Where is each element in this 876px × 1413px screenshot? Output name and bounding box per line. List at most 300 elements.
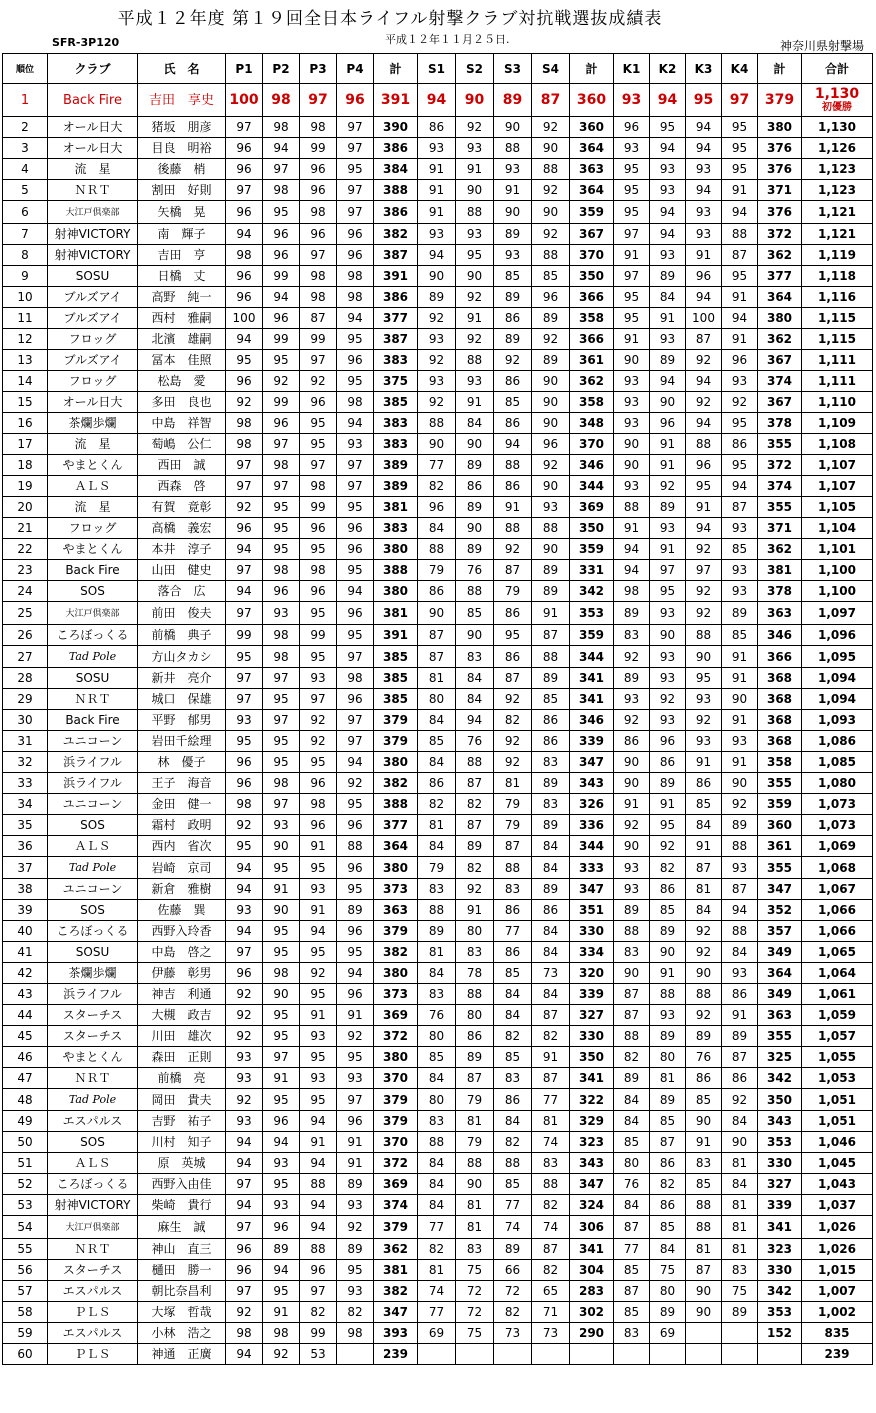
name-cell bbox=[138, 857, 226, 879]
score-cell bbox=[337, 287, 374, 308]
score-cell-text: 97 bbox=[273, 162, 289, 176]
score-cell-text: 90 bbox=[731, 692, 748, 706]
subtotal-cell bbox=[374, 1089, 418, 1111]
score-cell-text: 93 bbox=[504, 248, 521, 262]
score-cell-text: 96 bbox=[236, 776, 252, 790]
rank-cell bbox=[3, 117, 48, 138]
score-cell bbox=[337, 1195, 374, 1216]
table-row bbox=[3, 794, 873, 815]
score-cell bbox=[650, 308, 686, 329]
name-cell bbox=[138, 138, 226, 159]
subtotal-cell-text: 391 bbox=[382, 269, 409, 283]
score-cell-text: 89 bbox=[731, 818, 748, 832]
total-cell bbox=[802, 84, 873, 117]
score-cell-text: 95 bbox=[236, 839, 252, 853]
score-cell-text: 85 bbox=[504, 1050, 521, 1064]
score-cell bbox=[263, 1174, 300, 1195]
name-cell-text: 川村 知子 bbox=[151, 1135, 212, 1149]
score-cell-text: 90 bbox=[623, 437, 640, 451]
score-cell-text: 85 bbox=[504, 966, 521, 980]
score-cell bbox=[650, 117, 686, 138]
score-cell-text: 98 bbox=[273, 563, 289, 577]
total-cell-text: 1,109 bbox=[818, 416, 856, 430]
score-cell-text: 92 bbox=[695, 713, 712, 727]
score-cell-text: 94 bbox=[623, 563, 640, 577]
total-cell-text: 1,053 bbox=[818, 1071, 856, 1085]
score-cell bbox=[337, 138, 374, 159]
score-cell-text: 96 bbox=[659, 416, 676, 430]
score-cell-text: 90 bbox=[542, 141, 559, 155]
score-cell bbox=[494, 984, 532, 1005]
name-cell-text: 落合 広 bbox=[157, 584, 206, 598]
name-cell-text: 麻生 誠 bbox=[157, 1220, 206, 1234]
score-cell bbox=[456, 1089, 494, 1111]
rank-cell-text: 57 bbox=[17, 1284, 33, 1298]
club-cell-text: ＮＲＴ bbox=[74, 692, 111, 706]
score-cell bbox=[456, 1195, 494, 1216]
score-cell bbox=[650, 84, 686, 117]
score-cell bbox=[337, 392, 374, 413]
score-cell-text: 88 bbox=[428, 542, 445, 556]
subtotal-cell-text: 342 bbox=[578, 584, 605, 598]
score-cell-text: 95 bbox=[347, 500, 363, 514]
subtotal-cell-text: 290 bbox=[578, 1326, 605, 1340]
club-cell-text: 大江戸倶楽部 bbox=[65, 609, 120, 619]
score-cell bbox=[532, 625, 570, 646]
score-cell-text: 90 bbox=[466, 183, 483, 197]
column-header: P3 bbox=[300, 54, 337, 84]
score-cell-text: 83 bbox=[466, 945, 483, 959]
score-cell-text: 93 bbox=[504, 162, 521, 176]
score-cell bbox=[456, 266, 494, 287]
subtotal-cell bbox=[570, 180, 614, 201]
score-cell-text: 96 bbox=[236, 162, 252, 176]
total-cell bbox=[802, 1153, 873, 1174]
score-cell-text: 93 bbox=[466, 227, 483, 241]
score-cell bbox=[226, 689, 263, 710]
score-cell-text: 99 bbox=[236, 628, 252, 642]
name-cell-text: 北濱 雄嗣 bbox=[151, 332, 212, 346]
subtotal-cell bbox=[758, 518, 802, 539]
score-cell bbox=[263, 984, 300, 1005]
score-cell bbox=[494, 1344, 532, 1365]
column-header: K1 bbox=[614, 54, 650, 84]
score-cell-text: 92 bbox=[466, 290, 483, 304]
subtotal-cell-text: 379 bbox=[382, 1220, 409, 1234]
subtotal-cell-text: 324 bbox=[578, 1198, 605, 1212]
club-cell bbox=[48, 413, 138, 434]
score-cell bbox=[456, 350, 494, 371]
score-cell-text: 87 bbox=[695, 1263, 712, 1277]
name-cell-text: 西野入玲香 bbox=[151, 924, 212, 938]
subtotal-cell bbox=[570, 602, 614, 625]
total-cell-text: 1,026 bbox=[818, 1220, 856, 1234]
score-cell bbox=[494, 1068, 532, 1089]
score-cell bbox=[263, 1132, 300, 1153]
score-cell-text: 90 bbox=[542, 479, 559, 493]
score-cell bbox=[300, 518, 337, 539]
score-cell bbox=[532, 752, 570, 773]
score-cell-text: 95 bbox=[236, 734, 252, 748]
score-cell-text: 79 bbox=[428, 860, 445, 875]
score-cell-text: 84 bbox=[731, 1114, 748, 1128]
score-cell-text: 90 bbox=[466, 1177, 483, 1191]
name-cell-text: 中島 祥智 bbox=[151, 416, 212, 430]
score-cell bbox=[337, 371, 374, 392]
name-cell bbox=[138, 497, 226, 518]
score-cell bbox=[263, 497, 300, 518]
score-cell-text: 97 bbox=[273, 797, 289, 811]
name-cell bbox=[138, 1195, 226, 1216]
score-cell-text: 96 bbox=[236, 269, 252, 283]
subtotal-cell-text: 325 bbox=[766, 1050, 793, 1064]
score-cell-text: 91 bbox=[659, 311, 676, 325]
subtotal-cell bbox=[374, 1302, 418, 1323]
subtotal-cell-text: 384 bbox=[382, 162, 409, 176]
score-cell bbox=[722, 266, 758, 287]
subtotal-cell bbox=[374, 84, 418, 117]
score-cell bbox=[263, 668, 300, 689]
score-cell bbox=[300, 1239, 337, 1260]
score-cell-text: 93 bbox=[623, 479, 640, 493]
score-cell bbox=[300, 497, 337, 518]
score-cell-text: 76 bbox=[623, 1177, 640, 1191]
subtotal-cell-text: 381 bbox=[382, 1263, 409, 1277]
score-cell bbox=[337, 117, 374, 138]
score-cell bbox=[337, 921, 374, 942]
rank-cell bbox=[3, 731, 48, 752]
subtotal-cell-text: 355 bbox=[766, 776, 793, 790]
score-cell-text: 74 bbox=[504, 1220, 521, 1234]
score-cell bbox=[532, 245, 570, 266]
rank-cell bbox=[3, 560, 48, 581]
rank-cell-text: 33 bbox=[17, 776, 33, 790]
score-cell bbox=[650, 1344, 686, 1365]
rank-cell bbox=[3, 1026, 48, 1047]
score-cell bbox=[418, 560, 456, 581]
rank-cell-text: 13 bbox=[17, 353, 33, 367]
score-cell bbox=[650, 773, 686, 794]
rank-cell-text: 14 bbox=[17, 374, 33, 388]
score-cell bbox=[494, 266, 532, 287]
rank-cell bbox=[3, 371, 48, 392]
score-cell bbox=[263, 879, 300, 900]
score-cell bbox=[418, 455, 456, 476]
score-cell bbox=[686, 1005, 722, 1026]
subtotal-cell-text: 377 bbox=[382, 311, 409, 325]
score-cell bbox=[300, 1302, 337, 1323]
score-cell bbox=[418, 773, 456, 794]
score-cell bbox=[614, 1174, 650, 1195]
score-cell bbox=[300, 371, 337, 392]
score-cell bbox=[722, 602, 758, 625]
score-cell-text: 97 bbox=[659, 563, 676, 577]
name-cell bbox=[138, 413, 226, 434]
score-cell-text: 93 bbox=[731, 521, 748, 535]
score-cell-text: 97 bbox=[729, 91, 750, 108]
score-cell-text: 91 bbox=[347, 1008, 363, 1022]
score-cell bbox=[226, 371, 263, 392]
score-cell-text: 98 bbox=[273, 458, 289, 472]
score-cell-text: 86 bbox=[504, 606, 521, 620]
total-cell bbox=[802, 1111, 873, 1132]
rank-cell bbox=[3, 752, 48, 773]
subtotal-cell-text: 362 bbox=[766, 542, 793, 556]
score-cell bbox=[494, 1260, 532, 1281]
name-cell bbox=[138, 1047, 226, 1068]
score-cell-text: 92 bbox=[347, 776, 363, 790]
score-cell bbox=[456, 1216, 494, 1239]
table-row bbox=[3, 1047, 873, 1068]
subtotal-cell-text: 380 bbox=[766, 311, 793, 325]
score-cell-text: 93 bbox=[659, 671, 676, 685]
score-cell-text: 84 bbox=[542, 839, 559, 853]
rank-cell-text: 49 bbox=[17, 1114, 33, 1128]
score-cell bbox=[532, 836, 570, 857]
score-cell-text: 100 bbox=[229, 91, 259, 108]
name-cell bbox=[138, 455, 226, 476]
score-cell-text: 97 bbox=[347, 183, 363, 197]
subtotal-cell-text: 330 bbox=[578, 924, 605, 938]
score-cell-text: 89 bbox=[466, 542, 483, 556]
score-cell-text: 89 bbox=[273, 1242, 289, 1256]
event-date: 平成１２年１１月２５日. bbox=[385, 33, 510, 46]
subtotal-cell-text: 343 bbox=[766, 1114, 793, 1128]
score-cell bbox=[722, 1089, 758, 1111]
subtotal-cell-text: 389 bbox=[382, 479, 409, 493]
rank-cell-text: 41 bbox=[17, 945, 33, 959]
subtotal-cell-text: 371 bbox=[766, 521, 793, 535]
score-cell-text: 93 bbox=[695, 227, 712, 241]
subtotal-cell-text: 368 bbox=[766, 671, 793, 685]
name-cell bbox=[138, 476, 226, 497]
score-cell-text: 81 bbox=[466, 1198, 483, 1212]
subtotal-cell-text: 362 bbox=[766, 248, 793, 262]
total-cell bbox=[802, 434, 873, 455]
subtotal-cell bbox=[570, 413, 614, 434]
score-cell bbox=[686, 1216, 722, 1239]
total-cell-text: 835 bbox=[824, 1326, 850, 1340]
score-cell-text: 92 bbox=[659, 479, 676, 493]
name-cell-text: 朝比奈昌利 bbox=[151, 1284, 212, 1298]
score-cell-text: 65 bbox=[542, 1284, 559, 1298]
club-cell-text: 射神VICTORY bbox=[54, 227, 131, 241]
score-cell bbox=[337, 84, 374, 117]
score-cell bbox=[456, 117, 494, 138]
score-cell-text: 87 bbox=[695, 332, 712, 346]
subtotal-cell-text: 366 bbox=[578, 290, 605, 304]
score-cell-text: 84 bbox=[504, 1114, 521, 1128]
table-row bbox=[3, 921, 873, 942]
score-cell bbox=[263, 392, 300, 413]
subtotal-cell bbox=[758, 646, 802, 668]
total-cell bbox=[802, 668, 873, 689]
rank-cell bbox=[3, 1047, 48, 1068]
score-cell bbox=[263, 581, 300, 602]
subtotal-cell bbox=[374, 815, 418, 836]
score-cell bbox=[300, 879, 337, 900]
score-cell bbox=[337, 1344, 374, 1365]
total-cell bbox=[802, 836, 873, 857]
subtotal-cell-text: 370 bbox=[578, 437, 605, 451]
score-cell-text: 94 bbox=[273, 141, 289, 155]
club-cell bbox=[48, 752, 138, 773]
subtotal-cell bbox=[570, 921, 614, 942]
score-cell bbox=[614, 138, 650, 159]
score-cell-text: 77 bbox=[542, 1092, 559, 1107]
score-cell-text: 90 bbox=[466, 628, 483, 642]
score-cell-text: 88 bbox=[695, 437, 712, 451]
club-cell bbox=[48, 900, 138, 921]
score-cell-text: 93 bbox=[623, 882, 640, 896]
score-cell bbox=[686, 773, 722, 794]
score-cell-text: 92 bbox=[504, 542, 521, 556]
club-cell bbox=[48, 329, 138, 350]
table-row bbox=[3, 329, 873, 350]
score-cell-text: 97 bbox=[308, 91, 328, 108]
subtotal-cell-text: 383 bbox=[382, 353, 409, 367]
subtotal-cell-text: 355 bbox=[766, 1029, 793, 1043]
score-cell bbox=[226, 857, 263, 879]
subtotal-cell bbox=[374, 1195, 418, 1216]
club-cell bbox=[48, 180, 138, 201]
table-row bbox=[3, 752, 873, 773]
score-cell bbox=[418, 815, 456, 836]
subtotal-cell bbox=[374, 646, 418, 668]
score-cell-text: 89 bbox=[542, 584, 559, 598]
score-cell-text: 80 bbox=[466, 1008, 483, 1022]
rank-cell bbox=[3, 1239, 48, 1260]
club-cell bbox=[48, 1195, 138, 1216]
score-cell bbox=[418, 794, 456, 815]
score-cell bbox=[226, 1132, 263, 1153]
score-cell-text: 85 bbox=[659, 1114, 676, 1128]
subtotal-cell-text: 380 bbox=[382, 860, 409, 875]
score-cell bbox=[456, 329, 494, 350]
score-cell-text: 95 bbox=[310, 860, 326, 875]
score-cell bbox=[337, 900, 374, 921]
subtotal-cell-text: 350 bbox=[578, 269, 605, 283]
score-cell bbox=[263, 1239, 300, 1260]
score-cell-text: 93 bbox=[695, 162, 712, 176]
score-cell bbox=[532, 266, 570, 287]
score-cell-text: 84 bbox=[731, 945, 748, 959]
name-cell bbox=[138, 879, 226, 900]
score-cell bbox=[686, 266, 722, 287]
subtotal-cell bbox=[758, 731, 802, 752]
score-cell-text: 92 bbox=[428, 311, 445, 325]
club-cell bbox=[48, 1281, 138, 1302]
total-cell bbox=[802, 963, 873, 984]
score-cell-text: 97 bbox=[310, 248, 326, 262]
total-cell bbox=[802, 1089, 873, 1111]
subtotal-cell-text: 346 bbox=[578, 713, 605, 727]
score-cell bbox=[494, 1323, 532, 1344]
score-cell-text: 94 bbox=[236, 584, 252, 598]
total-cell bbox=[802, 413, 873, 434]
score-cell-text: 95 bbox=[273, 1092, 289, 1107]
club-cell-text: SOSU bbox=[75, 269, 110, 283]
total-cell-text: 1,061 bbox=[818, 987, 856, 1001]
score-cell bbox=[614, 581, 650, 602]
rank-cell-text: 12 bbox=[17, 332, 33, 346]
club-cell bbox=[48, 539, 138, 560]
rank-cell bbox=[3, 266, 48, 287]
score-cell bbox=[226, 581, 263, 602]
subtotal-cell-text: 347 bbox=[578, 882, 605, 896]
score-cell bbox=[722, 539, 758, 560]
score-cell bbox=[226, 266, 263, 287]
score-cell bbox=[418, 1026, 456, 1047]
score-cell bbox=[226, 942, 263, 963]
club-cell-text: オール日大 bbox=[62, 141, 123, 155]
subtotal-cell-text: 353 bbox=[578, 606, 605, 620]
score-cell-text: 86 bbox=[466, 1029, 483, 1043]
subtotal-cell-text: 388 bbox=[382, 563, 409, 577]
club-cell-text: 流 星 bbox=[74, 162, 111, 176]
column-header: S4 bbox=[532, 54, 570, 84]
club-cell bbox=[48, 434, 138, 455]
score-cell-text: 89 bbox=[504, 332, 521, 346]
score-cell-text: 97 bbox=[347, 1092, 363, 1107]
score-cell-text: 90 bbox=[466, 521, 483, 535]
score-cell bbox=[337, 539, 374, 560]
club-cell bbox=[48, 1047, 138, 1068]
rank-cell bbox=[3, 963, 48, 984]
table-row bbox=[3, 1111, 873, 1132]
score-cell bbox=[532, 224, 570, 245]
score-cell bbox=[418, 602, 456, 625]
subtotal-cell bbox=[570, 773, 614, 794]
subtotal-cell bbox=[570, 329, 614, 350]
score-cell-text: 91 bbox=[731, 713, 748, 727]
score-cell-text: 92 bbox=[504, 755, 521, 769]
club-cell bbox=[48, 476, 138, 497]
score-cell bbox=[614, 602, 650, 625]
score-cell bbox=[456, 476, 494, 497]
subtotal-cell-text: 374 bbox=[766, 374, 793, 388]
score-cell-text: 94 bbox=[347, 416, 363, 430]
score-cell bbox=[337, 329, 374, 350]
rank-cell-text: 25 bbox=[17, 606, 33, 620]
score-cell-text: 98 bbox=[310, 797, 326, 811]
score-cell-text: 92 bbox=[623, 649, 640, 664]
score-cell-text: 95 bbox=[236, 353, 252, 367]
score-cell-text: 92 bbox=[695, 542, 712, 556]
score-cell bbox=[614, 1026, 650, 1047]
name-cell-text: 西田 誠 bbox=[157, 458, 206, 472]
score-cell-text: 89 bbox=[659, 1092, 676, 1107]
score-cell-text: 93 bbox=[236, 1050, 252, 1064]
name-cell-text: 吉田 享史 bbox=[148, 92, 214, 108]
score-cell-text: 80 bbox=[623, 1156, 640, 1170]
total-cell-text: 1,046 bbox=[818, 1135, 856, 1149]
club-cell bbox=[48, 857, 138, 879]
score-cell-text: 93 bbox=[731, 374, 748, 388]
subtotal-cell-text: 350 bbox=[578, 1050, 605, 1064]
score-cell bbox=[686, 287, 722, 308]
score-cell-text: 95 bbox=[273, 500, 289, 514]
score-cell-text: 95 bbox=[659, 818, 676, 832]
club-cell bbox=[48, 689, 138, 710]
score-cell bbox=[337, 1260, 374, 1281]
score-cell-text: 90 bbox=[273, 903, 289, 917]
score-cell-text: 90 bbox=[731, 1135, 748, 1149]
score-cell bbox=[614, 689, 650, 710]
score-cell-text: 83 bbox=[428, 882, 445, 896]
score-cell bbox=[263, 963, 300, 984]
subtotal-cell-text: 371 bbox=[766, 183, 793, 197]
